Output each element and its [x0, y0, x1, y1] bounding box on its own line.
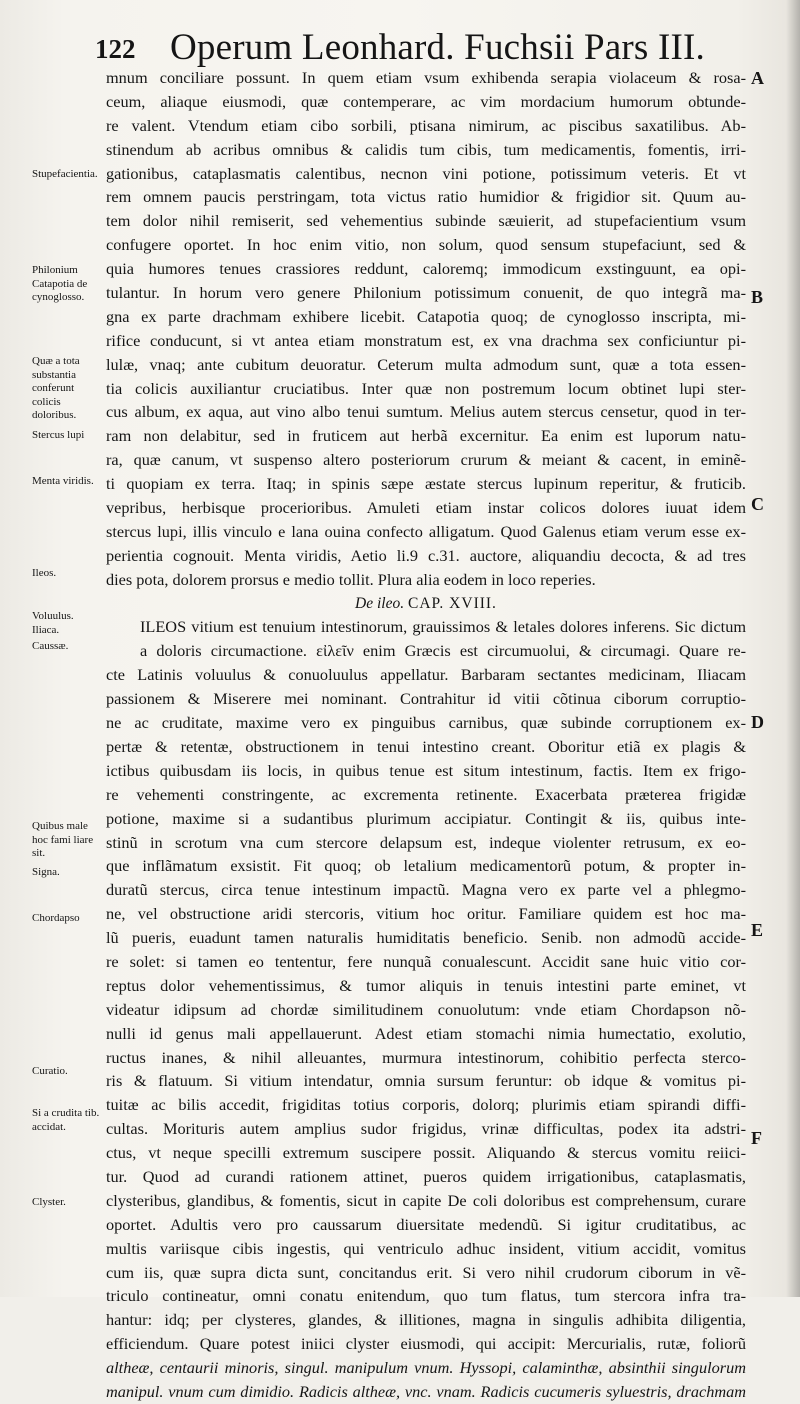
margin-note: Chordapso [32, 912, 80, 924]
margin-note: Si a crudita tib. accidat. [32, 1107, 100, 1133]
text-line: altheæ, centaurii minoris, singul. manipulum vnum. Hyssopi, calaminthæ, absinthii singulorum [106, 1358, 746, 1378]
page-number: 122 [95, 34, 136, 64]
text-line: passionem & Miserere mei nominant. Contrahitur id vitii cõtinua ciborum corruptio- [106, 689, 746, 709]
text-line: ris & flatuum. Si vitium intendatur, omnia sursum feruntur: ob idque & vomitus pi- [106, 1071, 746, 1091]
text-line: ILEOS vitium est tenuium intestinorum, grauissimos & letales dolores inferens. Sic dictum [140, 617, 746, 637]
text-line: cus album, ex aqua, aut vino albo tenui sumtum. Melius autem stercus censetur, quod in ter- [106, 402, 746, 422]
text-line: cte Latinis voluulus & conuoluulus appellatur. Barbaram sectantes medicinam, Iliacam [106, 665, 746, 685]
text-line: ceum, aliaque eiusmodi, quæ contemperare, ac vim mordacium humorum obtunde- [106, 91, 746, 111]
text-line: tulantur. In horum vero genere Philonium potissimum conuenit, de quo integrã ma- [106, 283, 746, 303]
text-line: lũ pueris, euadunt tamen naturalis humiditatis beneficio. Senib. non admodũ accide- [106, 928, 746, 948]
text-line: ra, quæ canum, vt suspenso altero posteriorum crurum & meiant & cacent, in eminẽ- [106, 450, 746, 470]
main-text [106, 66, 746, 1404]
text-line: tur. Quod ad curandi rationem attinet, pueros quidem irrigationibus, cataplasmatis, [106, 1166, 746, 1186]
margin-note: Quæ a tota substantia conferunt colicis doloribus. [32, 355, 80, 421]
chapter-heading [106, 592, 746, 616]
text-line: pertæ & retentæ, obstructionem in tenui intestino creant. Oboritur etiã ex plagis & [106, 736, 746, 756]
text-line: que inflãmatum exsistit. Fit quoq; ob letalium medicamentorũ potum, & propter in- [106, 856, 746, 876]
text-line: tuitæ ac bilis accedit, frigiditas totius corporis, dolorq; plurimis etiam spirandi diffi- [106, 1095, 746, 1115]
text-line: confugere oportet. In hoc enim vitio, non solum, quod sensum stupefaciunt, sed & [106, 235, 746, 255]
margin-note: Signa. [32, 866, 60, 878]
text-line: potione, maxime si a sudantibus plurimum accipiatur. Contingit & iis, quibus inte- [106, 808, 746, 828]
text-line: triculo contineatur, omni conatu enitendum, quo tum flatus, tum stercora infra tra- [106, 1286, 746, 1306]
page-edge-shadow [786, 0, 800, 1297]
text-line: rifice conducunt, si vt antea etiam monstratum est, ex vna drachma sex conficiuntur pi- [106, 330, 746, 350]
text-line: manipul. vnum cum dimidio. Radicis altheæ, vnc. vnam. Radicis cucumeris syluestris, drachmam [106, 1381, 746, 1401]
section-letter-d: D [751, 712, 764, 732]
text-line: gna ex parte drachmam exhibere licebit. Catapotia quoq; de cynoglosso inscripta, mi- [106, 306, 746, 326]
text-line: re solet: si tamen eo tententur, fere nunquã conualescunt. Accidit sane huic vitio cor- [106, 951, 746, 971]
margin-note: Voluulus. Iliaca. [32, 610, 74, 636]
section-letter-e: E [751, 920, 764, 940]
margin-note: Caussæ. [32, 640, 69, 652]
text-line: duratũ stercus, circa tenue intestinum impactũ. Magna vero ex parte vel a phlegmo- [106, 880, 746, 900]
text-line: ictibus quibusdam iis locis, in quibus tenue est situm intestinum, factis. Item ex frigo- [106, 760, 746, 780]
text-line: tia colicis auxiliantur cruciatibus. Inter quæ non postremum locum obtinet lupi ster- [106, 378, 746, 398]
margin-note: Stercus lupi [32, 429, 85, 441]
text-line: videatur idipsum ad chordæ similitudinem conuolutum: vnde etiam Chordapson nõ- [106, 999, 746, 1019]
text-line: gationibus, cataplasmatis calentibus, necnon vini potione, potissimum veteris. Et vt [106, 163, 746, 183]
margin-note: Philonium Catapotia de cynoglosso. [32, 264, 88, 303]
text-line: vepribus, herbisque procerioribus. Amuleti etiam instar colicos dolores iuuat idem [106, 498, 746, 518]
text-line: nulli id genus mali appellauerunt. Adest etiam stomachi nimia humectatio, exolutio, [106, 1023, 746, 1043]
margin-note: Clyster. [32, 1196, 66, 1208]
page-header [95, 20, 715, 70]
section-letter-f: F [751, 1128, 762, 1148]
margin-note: Curatio. [32, 1065, 68, 1077]
chapter-title: De ileo. [355, 594, 405, 612]
text-line: efficiendum. Quare potest iniici clyster eiusmodi, qui accipit: Mercurialis, rutæ, foliorũ [106, 1334, 746, 1354]
text-line: stinendum ab acribus omnibus & calidis tum cibis, tum medicamentis, fomentis, irri- [106, 139, 746, 159]
chapter-number: CAP. XVIII. [408, 594, 497, 612]
text-line: tem dolor nihil remiserit, sed vehementius subinde sæuierit, ad stupefacientium vsum [106, 211, 746, 231]
margin-note: Menta viridis. [32, 475, 94, 487]
text-line: ti quopiam ex terra. Itaq; in spinis sæpe æstate stercus lupinum reperitur, & fruticib. [106, 474, 746, 494]
text-line: re valent. Vtendum etiam cibo sorbili, ptisana nimirum, ac piscibus saxatilibus. Ab- [106, 115, 746, 135]
text-line: rem omnem paucis perstringam, tota victus ratio humidior & frigidior sit. Quum au- [106, 187, 746, 207]
margin-note: Stupefacientia. [32, 168, 98, 180]
text-line: cultas. Morituris autem amplius sudor frigidus, vrinæ difficultas, podex ita adstri- [106, 1119, 746, 1139]
text-line: ne ac cruditate, maxime vero ex pinguibus carnibus, quæ subinde corruptionem ex- [106, 713, 746, 733]
section-letter-c: C [751, 494, 764, 514]
text-line: perientia cognouit. Menta viridis, Aetio li.9 c.31. auctore, aliquandiu decocta, & ad tres [106, 545, 746, 565]
text-line: cum iis, quæ supra dicta sunt, concitandus erit. Si vero nihil crudorum ciborum in vẽ- [106, 1262, 746, 1282]
text-line: dies pota, dolorem prorsus e medio tollit. Plura alia eodem in loco reperies. [106, 569, 596, 589]
text-line: quia humores tenues crassiores reddunt, caloremq; immodicum exstinguunt, ea opi- [106, 259, 746, 279]
text-line: ructus inanes, & nihil alleuantes, murmura intestinorum, cohibitio perfecta sterco- [106, 1047, 746, 1067]
text-line: lulæ, vnaq; ante cubitum deuoratur. Ceterum multa admodum sunt, quæ a tota essen- [106, 354, 746, 374]
text-line: ne, vel obstructione aridi stercoris, vitium hoc oritur. Familiare quidem est hoc ma- [106, 904, 746, 924]
text-line: stinũ in scrotum vna cum stercore delapsum est, indeque violenter retrusum, ex eo- [106, 832, 746, 852]
text-line: mnum conciliare possunt. In quem etiam vsum exhibenda serapia violaceum & rosa- [106, 68, 746, 87]
text-line: ctus, vt neque specilli extremum suscipere possit. Aliquando & stercus vomitu reiici- [106, 1143, 746, 1163]
text-line: multis variisque cibis ingestis, qui ventriculo adhuc insident, vitium accidit, vomitus [106, 1238, 746, 1258]
text-line: ram non delabitur, sed in fruticem aut herbã excernitur. Ea enim est luporum natu- [106, 426, 746, 446]
text-line: clysteribus, glandibus, & fomentis, sicut in capite De coli doloribus est comprehensum, curare [106, 1190, 746, 1210]
text-line: a doloris circumactione. εἰλεῖν enim Græcis est circumuolui, & circumagi. Quare re- [140, 641, 746, 661]
text-line: stercus lupi, illis vinculo e lana ouina confecto alligatum. Quod Galenus etiam verum esse ex- [106, 521, 746, 541]
text-line: hantur: idq; per clysteres, glandes, & illitiones, magna in singulis adhibita diligentia, [106, 1310, 746, 1330]
margin-note: Quibus male hoc fami liare sit. [32, 820, 94, 859]
running-head: Operum Leonhard. Fuchsii Pars III. [170, 27, 705, 68]
text-line: reptus dolor vehementissimus, & tumor aliquis in tenuis intestini parte eminet, vt [106, 975, 746, 995]
margin-note: Ileos. [32, 567, 57, 579]
section-letter-a: A [751, 68, 764, 88]
section-letter-b: B [751, 287, 764, 307]
text-line: oportet. Adultis vero pro caussarum diuersitate medendũ. Si igitur cruditatibus, ac [106, 1214, 746, 1234]
text-line: re vehementi constringente, ac excrementa retinente. Exacerbata præterea frigidæ [106, 784, 746, 804]
